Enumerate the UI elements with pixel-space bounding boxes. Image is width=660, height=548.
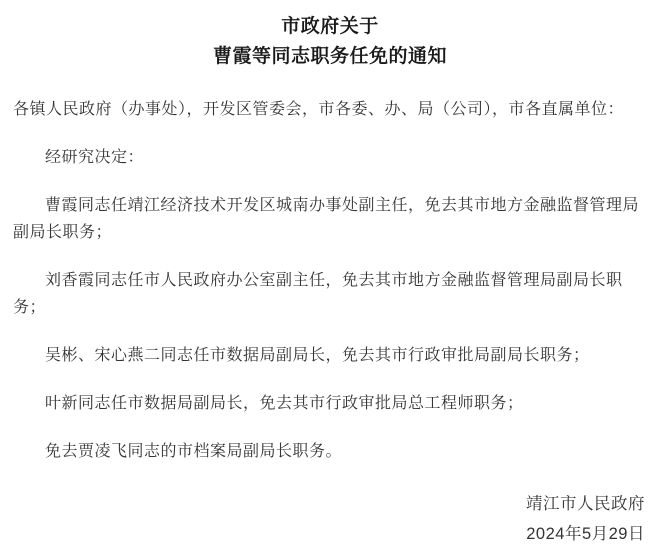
document-title bbox=[13, 12, 647, 72]
appointment-paragraph-liuxiangxia: 刘香霞同志任市人民政府办公室副主任，免去其市地方金融监督管理局副局长职务； bbox=[13, 272, 623, 316]
document-title-line-1: 市政府关于 bbox=[281, 16, 379, 37]
addressee-paragraph: 各镇人民政府（办事处），开发区管委会，市各委、办、局（公司），市各直属单位： bbox=[13, 101, 625, 118]
document-title-line-2: 曹霞等同志职务任免的通知 bbox=[212, 46, 447, 67]
appointment-paragraph-wubin-songxinyan: 吴彬、宋心燕二同志任市数据局副局长，免去其市行政审批局副局长职务； bbox=[45, 347, 590, 364]
signature-block bbox=[13, 489, 647, 548]
decision-lead-paragraph: 经研究决定： bbox=[45, 149, 145, 166]
appointment-paragraph-caoxia: 曹霞同志任靖江经济技术开发区城南办事处副主任，免去其市地方金融监督管理局副局长职务； bbox=[13, 197, 640, 241]
issue-date: 2024年5月29日 bbox=[526, 525, 645, 543]
issuing-authority: 靖江市人民政府 bbox=[526, 495, 645, 513]
removal-paragraph-jialingfei: 免去贾凌飞同志的市档案局副局长职务。 bbox=[45, 443, 343, 460]
appointment-paragraph-yexin: 叶新同志任市数据局副局长，免去其市行政审批局总工程师职务； bbox=[45, 395, 524, 412]
document-body bbox=[13, 96, 647, 465]
